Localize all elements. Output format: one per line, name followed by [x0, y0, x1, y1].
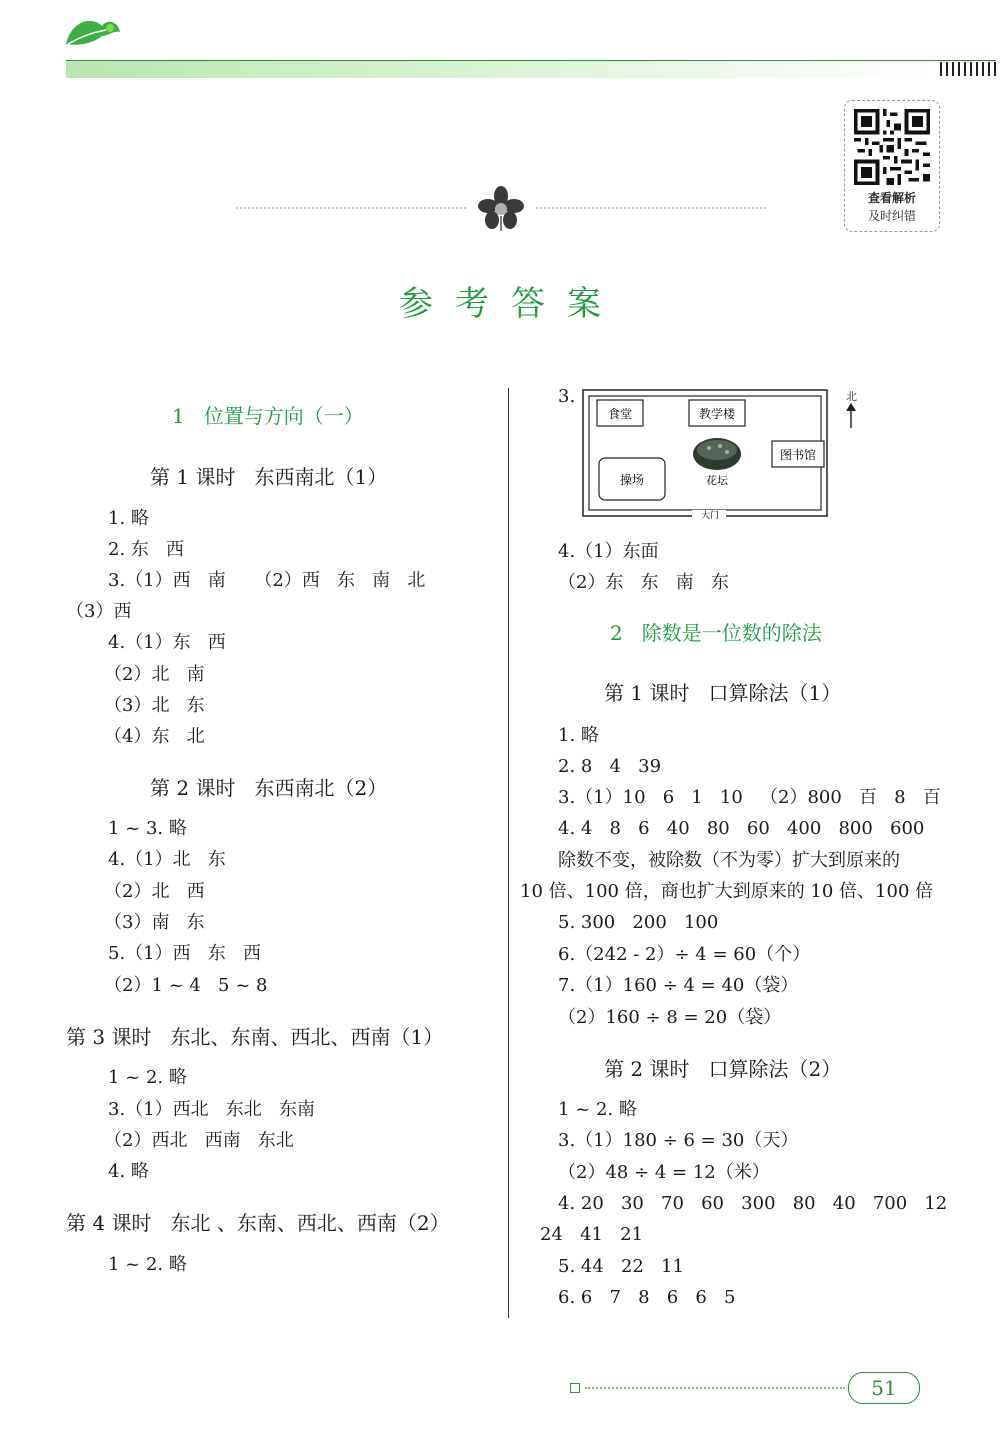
answer-line: 7.（1）160 ÷ 4 = 40（袋） [558, 975, 799, 996]
answer-line: 1 ~ 2. 略 [108, 1067, 187, 1088]
answer-line: 4. 20 30 70 60 300 80 40 700 12 [558, 1193, 948, 1214]
lesson-heading: 第 2 课时 东西南北（2） [150, 776, 388, 800]
answer-line: 5. 300 200 100 [558, 912, 719, 933]
header-rule [66, 60, 996, 61]
answer-line: 1 ~ 2. 略 [558, 1099, 637, 1120]
answer-line: 4.（1）东面 [558, 541, 659, 562]
lesson-heading: 第 3 课时 东北、东南、西北、西南（1） [66, 1025, 444, 1049]
column-divider [508, 388, 509, 1318]
answer-line: （3）南 东 [104, 912, 205, 933]
answer-line: （2）160 ÷ 8 = 20（袋） [558, 1007, 782, 1028]
section-heading: 2 除数是一位数的除法 [610, 621, 822, 645]
answer-line: 4. 4 8 6 40 80 60 400 800 600 [558, 818, 925, 839]
qr-code-card[interactable] [844, 100, 940, 232]
answer-line: 3.（1）西 南 （2）西 东 南 北 [108, 570, 426, 591]
answer-line: （2）48 ÷ 4 = 12（米） [558, 1162, 770, 1183]
answer-line: （2）北 西 [104, 881, 205, 902]
answer-line: 4. 略 [108, 1161, 149, 1182]
answer-line: 3.（1）180 ÷ 6 = 30（天） [558, 1130, 799, 1151]
answer-line: 除数不变，被除数（不为零）扩大到原来的 [558, 850, 900, 871]
footer-dotted-line [585, 1387, 845, 1389]
answer-line: 6.（242 - 2）÷ 4 = 60（个） [558, 944, 811, 965]
answer-line: 5.（1）西 东 西 [108, 943, 261, 964]
answer-line: 6. 6 7 8 6 6 5 [558, 1287, 736, 1308]
answer-line: 1. 略 [558, 725, 599, 746]
page-number: 51 [848, 1372, 920, 1404]
answer-line: （2）北 南 [104, 664, 205, 685]
answer-line: （2）东 东 南 东 [558, 572, 729, 593]
footer-square-icon [570, 1383, 580, 1393]
canteen-label: 食堂 [607, 407, 633, 421]
section-heading: 1 位置与方向（一） [172, 404, 364, 428]
ornament-line-left [236, 207, 466, 210]
answer-line: 3. [558, 386, 576, 407]
answer-line: 3.（1）10 6 1 10 （2）800 百 8 百 [558, 787, 941, 808]
north-label: 北 [846, 390, 857, 403]
answer-line: 24 41 21 [540, 1224, 644, 1245]
answer-line: （3）西 [66, 601, 132, 622]
lesson-heading: 第 1 课时 口算除法（1） [604, 681, 842, 705]
answer-line: 5. 44 22 11 [558, 1256, 684, 1277]
flower-bed-label: 花坛 [706, 474, 728, 487]
teaching-building-label: 教学楼 [698, 407, 736, 421]
lesson-heading: 第 1 课时 东西南北（1） [150, 465, 388, 489]
answer-line: 2. 8 4 39 [558, 756, 662, 777]
answer-line: 4.（1）北 东 [108, 849, 226, 870]
edge-ticks [940, 62, 1000, 76]
answer-line: 10 倍、100 倍，商也扩大到原来的 10 倍、100 倍 [520, 881, 934, 902]
lesson-heading: 第 2 课时 口算除法（2） [604, 1057, 842, 1081]
answer-line: 3.（1）西北 东北 东南 [108, 1099, 315, 1120]
answer-line: 2. 东 西 [108, 539, 185, 560]
qr-code-icon[interactable] [854, 109, 930, 185]
qr-caption-1: 查看解析 [867, 191, 916, 205]
playground-label: 操场 [619, 473, 645, 487]
answer-line: （2）西北 西南 东北 [104, 1130, 294, 1151]
answer-line: 1 ~ 2. 略 [108, 1254, 187, 1275]
page-title: 参考答案 [399, 284, 623, 324]
flower-ornament-icon [476, 186, 526, 232]
header-band [66, 60, 936, 78]
qr-caption-2: 及时纠错 [867, 209, 916, 223]
answer-line: 4.（1）东 西 [108, 632, 226, 653]
answer-line: 1 ~ 3. 略 [108, 818, 187, 839]
school-map-figure [582, 384, 838, 520]
answer-line: （4）东 北 [104, 726, 205, 747]
north-arrow-icon [844, 402, 858, 428]
answer-line: 1. 略 [108, 508, 149, 529]
answer-line: （2）1 ~ 4 5 ~ 8 [104, 975, 268, 996]
gate-label: 大门 [700, 511, 720, 520]
lesson-heading: 第 4 课时 东北 、东南、西北、西南（2） [66, 1211, 450, 1235]
leaf-icon [62, 14, 122, 54]
library-label: 图书馆 [779, 448, 817, 462]
ornament-line-right [536, 207, 766, 210]
answer-line: （3）北 东 [104, 695, 205, 716]
